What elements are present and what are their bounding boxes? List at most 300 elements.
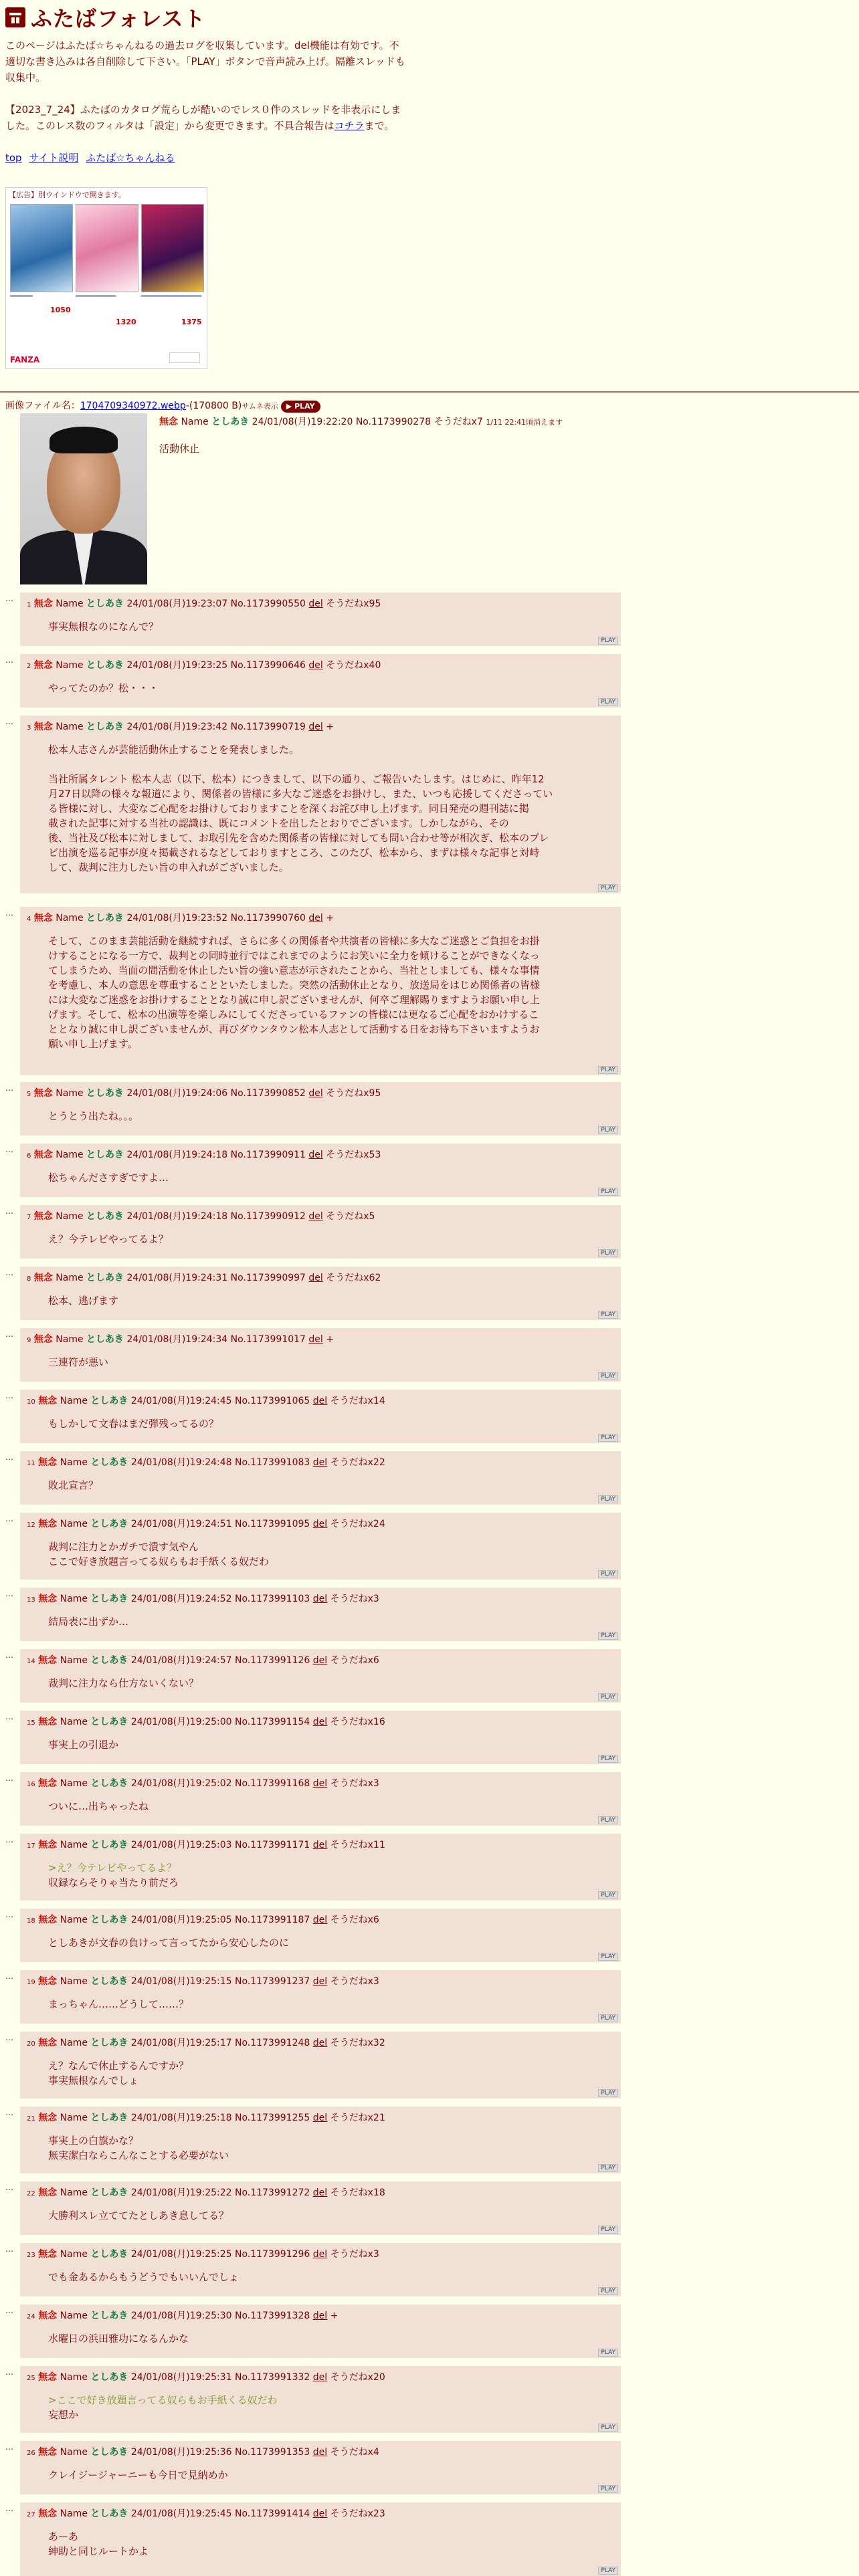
reply-dots: … — [5, 908, 13, 918]
reply-play-button[interactable]: PLAY — [598, 1891, 618, 1899]
reply-play-button[interactable]: PLAY — [598, 1570, 618, 1578]
reply-body — [48, 1109, 610, 1123]
reply-name: としあき — [90, 1655, 128, 1666]
reply-play-button[interactable]: PLAY — [598, 698, 618, 706]
ad-text-line — [10, 295, 33, 297]
reply-line: 三連符が悪い — [48, 1356, 109, 1368]
reply-datetime: 24/01/08(月)19:23:42 — [126, 722, 228, 732]
reply-post — [5, 1588, 618, 1641]
reply-play-button[interactable]: PLAY — [598, 1311, 618, 1319]
reply-soudane[interactable]: そうだねx20 — [330, 2372, 385, 2383]
reply-line: 当社所属タレント 松本人志（以下、松本）につきまして、以下の通り、ご報告いたします。はじめに、昨年12 — [48, 773, 545, 785]
reply-number: 25 — [27, 2375, 35, 2382]
reply-post-number: No.1173990550 — [230, 599, 306, 609]
reply-name-label: Name — [60, 2113, 88, 2123]
reply-soudane[interactable]: そうだねx3 — [330, 1976, 379, 1987]
reply-name: としあき — [86, 1273, 124, 1283]
reply-soudane[interactable]: そうだねx24 — [330, 1519, 385, 1529]
reply-subject: 無念 — [38, 1976, 58, 1987]
reply-box — [20, 1082, 621, 1136]
reply-post — [5, 1267, 618, 1320]
nav-top-link[interactable]: top — [5, 152, 22, 164]
reply-dots: … — [5, 1971, 13, 1981]
reply-soudane[interactable]: そうだねx11 — [330, 1840, 385, 1850]
reply-number: 7 — [27, 1214, 31, 1221]
reply-body — [48, 619, 610, 634]
ad-banner[interactable] — [5, 187, 207, 369]
reply-del-link[interactable]: del — [312, 2447, 328, 2458]
ad-cover-3[interactable] — [141, 204, 204, 292]
reply-datetime: 24/01/08(月)19:23:25 — [126, 660, 228, 671]
reply-subject: 無念 — [38, 1840, 58, 1850]
reply-subject: 無念 — [33, 1088, 53, 1099]
reply-number: 17 — [27, 1842, 35, 1850]
reply-post-number: No.1173991103 — [235, 1594, 310, 1604]
ad-price-1: 1050 — [50, 306, 71, 314]
intro-text: 機能は有効です。不適切な書き込みは各自削除して下さい。「PLAY」ボタンで音声読み上げ。隔離スレッドも収集中。 — [5, 39, 405, 84]
reply-name-label: Name — [56, 660, 84, 671]
report-link[interactable]: コチラ — [334, 120, 365, 132]
reply-line: には大変なご迷惑をお掛けすることとなり誠に申し訳ございませんが、何卒ご理解賜りますようお願い申し上 — [48, 994, 541, 1006]
thumb-hair — [50, 427, 118, 453]
reply-body — [48, 1170, 610, 1185]
reply-post-number: No.1173991095 — [235, 1519, 310, 1529]
reply-del-link[interactable]: del — [312, 2249, 328, 2260]
reply-soudane[interactable]: そうだねx53 — [326, 1150, 381, 1160]
reply-header — [27, 2309, 338, 2322]
reply-name-label: Name — [60, 1976, 88, 1987]
reply-soudane[interactable]: そうだねx6 — [330, 1655, 379, 1666]
reply-soudane[interactable]: そうだねx14 — [330, 1396, 385, 1406]
op-name: としあき — [211, 417, 250, 427]
reply-soudane[interactable]: そうだねx6 — [330, 1915, 379, 1925]
ad-price-2: 1320 — [116, 318, 136, 326]
reply-body — [48, 1478, 610, 1493]
reply-subject: 無念 — [38, 2187, 58, 2198]
reply-line: 月27日以降の様々な報道により、関係者の皆様に多大なご迷惑をお掛けし、また、いつも応援してくださってい — [48, 788, 553, 800]
reply-datetime: 24/01/08(月)19:24:18 — [126, 1211, 228, 1222]
ad-label: 【広告】別ウインドウで開きます。 — [9, 191, 126, 199]
reply-body — [48, 1799, 610, 1814]
reply-play-button[interactable]: PLAY — [598, 2014, 618, 2022]
reply-datetime: 24/01/08(月)19:25:18 — [130, 2113, 232, 2123]
reply-dots: … — [5, 1453, 13, 1462]
reply-name-label: Name — [60, 2249, 88, 2260]
reply-subject: 無念 — [33, 722, 53, 732]
reply-header — [27, 658, 381, 671]
site-header — [5, 3, 407, 166]
reply-play-button[interactable]: PLAY — [598, 1755, 618, 1763]
reply-line: え？なんで休止するんですか？ — [48, 2060, 189, 2072]
reply-name: としあき — [86, 599, 124, 609]
reply-body — [48, 1355, 610, 1370]
reply-play-button[interactable]: PLAY — [598, 1632, 618, 1640]
reply-del-link[interactable]: del — [308, 660, 323, 671]
reply-line: 裁判に注力なら仕方ないくない？ — [48, 1677, 199, 1689]
reply-header — [27, 1455, 385, 1469]
reply-name-label: Name — [60, 1778, 88, 1789]
site-title: ふたばフォレスト — [31, 6, 206, 31]
reply-del-link[interactable]: del — [308, 599, 323, 609]
reply-post — [5, 1082, 618, 1136]
reply-subject: 無念 — [38, 1457, 58, 1468]
reply-line: ここで好き放題言ってる奴らもお手紙くる奴だわ — [48, 1555, 270, 1568]
reply-name-label: Name — [56, 1150, 84, 1160]
reply-post-number: No.1173991168 — [235, 1778, 310, 1789]
op-number: No.1173990278 — [355, 417, 432, 427]
reply-del-link[interactable]: del — [312, 1976, 328, 1987]
reply-post — [5, 1328, 618, 1382]
nav-futaba-link[interactable]: ふたば☆ちゃんねる — [86, 152, 175, 164]
reply-del-link[interactable]: del — [308, 1334, 323, 1345]
reply-post-number: No.1173991296 — [235, 2249, 310, 2260]
reply-dots: … — [5, 2306, 13, 2315]
reply-play-button[interactable]: PLAY — [598, 1066, 618, 1074]
reply-play-button[interactable]: PLAY — [598, 1953, 618, 1961]
reply-dots: … — [5, 1910, 13, 1919]
reply-number: 23 — [27, 2252, 35, 2259]
reply-header — [27, 2185, 385, 2199]
reply-play-button[interactable]: PLAY — [598, 2349, 618, 2357]
reply-line: 事実上の引退か — [48, 1739, 119, 1751]
reply-datetime: 24/01/08(月)19:25:36 — [130, 2447, 232, 2458]
reply-line: 松ちゃんださすぎですよ… — [48, 1172, 169, 1184]
reply-soudane[interactable]: そうだねx95 — [326, 599, 381, 609]
reply-body — [48, 2058, 610, 2088]
reply-post-number: No.1173990911 — [230, 1150, 306, 1160]
reply-line: でも金あるからもうどうでもいいんでしょ — [48, 2271, 240, 2283]
reply-body — [48, 2133, 610, 2163]
reply-soudane[interactable]: そうだねx62 — [326, 1273, 381, 1283]
reply-play-button[interactable]: PLAY — [598, 1495, 618, 1503]
reply-del-link[interactable]: del — [312, 1457, 328, 1468]
reply-del-link[interactable]: del — [308, 913, 323, 924]
reply-dots: … — [5, 1774, 13, 1783]
reply-header — [27, 2111, 385, 2124]
reply-box — [20, 2441, 621, 2494]
reply-quote: >ここで好き放題言ってる奴らもお手紙くる奴だわ — [48, 2394, 278, 2406]
reply-name: としあき — [90, 1976, 128, 1987]
reply-del-link[interactable]: del — [312, 1655, 328, 1666]
reply-box — [20, 907, 621, 1075]
reply-header — [27, 2445, 379, 2458]
reply-datetime: 24/01/08(月)19:25:00 — [130, 1717, 232, 1727]
reply-soudane[interactable]: + — [326, 913, 334, 924]
reply-del-link[interactable]: del — [312, 2113, 328, 2123]
reply-soudane[interactable]: そうだねx95 — [326, 1088, 381, 1099]
reply-name: としあき — [86, 660, 124, 671]
reply-dots: … — [5, 1712, 13, 1721]
reply-box — [20, 2502, 621, 2576]
reply-dots: … — [5, 2442, 13, 2452]
reply-play-button[interactable]: PLAY — [598, 1249, 618, 1257]
reply-dots: … — [5, 1391, 13, 1400]
reply-play-button[interactable]: PLAY — [598, 2287, 618, 2295]
reply-name: としあき — [90, 2372, 128, 2383]
reply-post-number: No.1173990646 — [230, 660, 306, 671]
reply-play-button[interactable]: PLAY — [598, 1126, 618, 1134]
reply-datetime: 24/01/08(月)19:24:34 — [126, 1334, 228, 1345]
reply-body — [48, 2270, 610, 2284]
reply-del-link[interactable]: del — [312, 1519, 328, 1529]
op-file-link[interactable]: 1704709340972.webp — [80, 401, 186, 411]
reply-post — [5, 2366, 618, 2433]
reply-subject: 無念 — [38, 1594, 58, 1604]
reply-name-label: Name — [60, 2447, 88, 2458]
reply-quote: >え？今テレビやってるよ？ — [48, 1862, 177, 1874]
reply-name-label: Name — [60, 2187, 88, 2198]
reply-soudane[interactable]: + — [326, 1334, 334, 1345]
reply-line: けすることになる一方で、裁判との同時並行ではこれまでのようにお笑いに全力を傾けることができなくなっ — [48, 950, 540, 962]
reply-dots: … — [5, 2504, 13, 2513]
reply-name-label: Name — [56, 1273, 84, 1283]
reply-post — [5, 1513, 618, 1580]
reply-number: 2 — [27, 663, 31, 670]
op-datetime: 24/01/08(月)19:22:20 — [252, 417, 353, 427]
reply-body — [48, 742, 610, 875]
reply-dots: … — [5, 1268, 13, 1277]
reply-box — [20, 2366, 621, 2433]
nav-links — [5, 150, 407, 166]
reply-body — [48, 1860, 610, 1890]
reply-post — [5, 2243, 618, 2296]
reply-del-link[interactable]: del — [308, 1150, 323, 1160]
reply-line: 事実無根なんでしょ — [48, 2074, 139, 2086]
reply-soudane[interactable]: そうだねx3 — [330, 1778, 379, 1789]
reply-play-button[interactable]: PLAY — [598, 2485, 618, 2493]
reply-name: としあき — [86, 722, 124, 732]
reply-soudane[interactable]: そうだねx32 — [330, 2038, 385, 2048]
reply-datetime: 24/01/08(月)19:25:03 — [130, 1840, 232, 1850]
reply-subject: 無念 — [38, 2038, 58, 2048]
reply-play-button[interactable]: PLAY — [598, 1816, 618, 1824]
reply-number: 5 — [27, 1091, 31, 1098]
op-play-label: PLAY — [294, 402, 315, 411]
reply-body — [48, 1416, 610, 1431]
reply-soudane[interactable]: そうだねx21 — [330, 2113, 385, 2123]
reply-subject: 無念 — [38, 2372, 58, 2383]
nav-about-link[interactable]: サイト説明 — [29, 152, 79, 164]
reply-name-label: Name — [60, 1457, 88, 1468]
reply-post-number: No.1173990997 — [230, 1273, 306, 1283]
reply-name: としあき — [90, 1457, 128, 1468]
reply-post-number: No.1173991171 — [235, 1840, 310, 1850]
reply-name-label: Name — [60, 1717, 88, 1727]
reply-play-button[interactable]: PLAY — [598, 2226, 618, 2234]
reply-del-link[interactable]: del — [312, 1594, 328, 1604]
reply-post-number: No.1173990719 — [230, 722, 306, 732]
divider — [0, 391, 859, 393]
reply-box — [20, 1267, 621, 1320]
reply-play-button[interactable]: PLAY — [598, 1693, 618, 1701]
reply-del-link[interactable]: del — [308, 1273, 323, 1283]
reply-soudane[interactable]: そうだねx22 — [330, 1457, 385, 1468]
reply-name-label: Name — [60, 2372, 88, 2383]
reply-del-link[interactable]: del — [312, 1840, 328, 1850]
reply-soudane[interactable]: そうだねx3 — [330, 2249, 379, 2260]
reply-subject: 無念 — [38, 1717, 58, 1727]
reply-line — [48, 757, 610, 772]
reply-del-link[interactable]: del — [312, 1717, 328, 1727]
reply-soudane[interactable]: そうだねx40 — [326, 660, 381, 671]
reply-del-link[interactable]: del — [312, 1396, 328, 1406]
reply-post — [5, 1711, 618, 1764]
reply-datetime: 24/01/08(月)19:25:05 — [130, 1915, 232, 1925]
reply-post — [5, 2304, 618, 2358]
reply-play-button[interactable]: PLAY — [598, 2089, 618, 2097]
reply-name-label: Name — [60, 1655, 88, 1666]
reply-line: 大勝利スレ立ててたとしあき息してる？ — [48, 2210, 229, 2222]
reply-body — [48, 1232, 610, 1247]
reply-play-button[interactable]: PLAY — [598, 2164, 618, 2172]
reply-line: とうとう出たね。。。 — [48, 1110, 139, 1122]
reply-play-button[interactable]: PLAY — [598, 2424, 618, 2432]
reply-number: 6 — [27, 1152, 31, 1160]
reply-post — [5, 1390, 618, 1443]
reply-box — [20, 593, 621, 646]
reply-post-number: No.1173991255 — [235, 2113, 310, 2123]
ad-cover-1[interactable] — [10, 204, 73, 292]
reply-line: 収録ならそりゃ当たり前だろ — [48, 1876, 179, 1889]
reply-box — [20, 1970, 621, 2024]
reply-dots: … — [5, 2033, 13, 2042]
reply-name: としあき — [90, 1915, 128, 1925]
reply-del-link[interactable]: del — [312, 1778, 328, 1789]
reply-subject: 無念 — [33, 660, 53, 671]
reply-soudane[interactable]: そうだねx4 — [330, 2447, 379, 2458]
reply-post — [5, 1772, 618, 1826]
reply-name: としあき — [90, 1778, 128, 1789]
reply-subject: 無念 — [38, 2249, 58, 2260]
reply-box — [20, 2107, 621, 2173]
reply-name: としあき — [90, 2187, 128, 2198]
reply-subject: 無念 — [33, 1150, 53, 1160]
reply-body — [48, 1997, 610, 2012]
reply-dots: … — [5, 1589, 13, 1598]
reply-line: あーあ — [48, 2531, 79, 2543]
reply-name-label: Name — [60, 2038, 88, 2048]
reply-dots: … — [5, 717, 13, 726]
reply-del-link[interactable]: del — [312, 2038, 328, 2048]
reply-box — [20, 1144, 621, 1197]
reply-del-link[interactable]: del — [312, 2311, 328, 2321]
reply-line: やってたのか？松・・・ — [48, 682, 159, 694]
reply-number: 24 — [27, 2313, 35, 2321]
intro-del-word: del — [294, 39, 310, 51]
reply-box — [20, 1909, 621, 1962]
ad-brand: FANZA — [10, 355, 40, 364]
intro-notice-end: まで。 — [364, 120, 395, 132]
reply-soudane[interactable]: そうだねx5 — [326, 1211, 375, 1222]
reply-post-number: No.1173991154 — [235, 1717, 310, 1727]
reply-del-link[interactable]: del — [312, 2372, 328, 2383]
reply-post — [5, 593, 618, 646]
reply-soudane[interactable]: そうだねx23 — [330, 2508, 385, 2519]
reply-post-number: No.1173991237 — [235, 1976, 310, 1987]
op-play-button[interactable]: ▶ PLAY — [281, 401, 320, 413]
reply-header — [27, 2247, 379, 2260]
intro-notice: 【2023_7_24】ふたばのカタログ荒らしが酷いのでレス０件のスレッドを非表示にしました。このレス数のフィルタは「設定」から変更できます。不具合報告は — [5, 104, 401, 132]
reply-play-button[interactable]: PLAY — [598, 2567, 618, 2575]
reply-box — [20, 716, 621, 893]
reply-post-number: No.1173991328 — [235, 2311, 310, 2321]
reply-soudane[interactable]: そうだねx16 — [330, 1717, 385, 1727]
ad-cover-2[interactable] — [76, 204, 138, 292]
reply-line: 松本人志さんが芸能活動休止することを発表しました。 — [48, 744, 300, 756]
reply-name-label: Name — [60, 1915, 88, 1925]
reply-body — [48, 1293, 610, 1308]
reply-name: としあき — [86, 1150, 124, 1160]
reply-box — [20, 1588, 621, 1641]
reply-dots: … — [5, 1145, 13, 1154]
reply-header — [27, 2036, 385, 2049]
reply-del-link[interactable]: del — [308, 1088, 323, 1099]
reply-soudane[interactable]: + — [326, 722, 334, 732]
op-body: 活動休止 — [159, 443, 200, 455]
reply-number: 27 — [27, 2511, 35, 2518]
reply-post — [5, 2441, 618, 2494]
reply-dots: … — [5, 1835, 13, 1844]
reply-post — [5, 2107, 618, 2173]
reply-datetime: 24/01/08(月)19:24:06 — [126, 1088, 228, 1099]
reply-header — [27, 2370, 385, 2383]
reply-number: 13 — [27, 1596, 35, 1604]
reply-header — [27, 911, 334, 924]
reply-post — [5, 1205, 618, 1259]
reply-datetime: 24/01/08(月)19:24:45 — [130, 1396, 232, 1406]
reply-datetime: 24/01/08(月)19:24:51 — [130, 1519, 232, 1529]
op-thumbnail[interactable] — [20, 413, 147, 584]
reply-play-button[interactable]: PLAY — [598, 884, 618, 892]
reply-del-link[interactable]: del — [312, 2187, 328, 2198]
reply-datetime: 24/01/08(月)19:24:57 — [130, 1655, 232, 1666]
reply-soudane[interactable]: そうだねx3 — [330, 1594, 379, 1604]
reply-header — [27, 1776, 379, 1790]
reply-number: 9 — [27, 1337, 31, 1344]
reply-play-button[interactable]: PLAY — [598, 637, 618, 645]
reply-body — [48, 1614, 610, 1629]
reply-subject: 無念 — [38, 2447, 58, 2458]
reply-play-button[interactable]: PLAY — [598, 1188, 618, 1196]
reply-name-label: Name — [60, 1840, 88, 1850]
reply-number: 20 — [27, 2040, 35, 2048]
reply-del-link[interactable]: del — [308, 722, 323, 732]
reply-play-button[interactable]: PLAY — [598, 1434, 618, 1442]
reply-name: としあき — [90, 2508, 128, 2519]
reply-del-link[interactable]: del — [312, 1915, 328, 1925]
reply-box — [20, 2032, 621, 2099]
reply-box — [20, 1834, 621, 1901]
reply-post-number: No.1173991248 — [235, 2038, 310, 2048]
reply-del-link[interactable]: del — [308, 1211, 323, 1222]
reply-datetime: 24/01/08(月)19:24:18 — [126, 1150, 228, 1160]
reply-post-number: No.1173991017 — [230, 1334, 306, 1345]
reply-dots: … — [5, 655, 13, 665]
reply-soudane[interactable]: + — [330, 2311, 339, 2321]
file-label: 画像ファイル名： — [5, 401, 80, 411]
reply-line: 載された記事に対する当社の認識は、既にコメントを出したとおりでございます。しかしながら、その — [48, 817, 509, 829]
ad-pager[interactable] — [169, 352, 200, 363]
reply-post-number: No.1173991083 — [235, 1457, 310, 1468]
op-soudane[interactable]: そうだねx7 — [434, 417, 483, 427]
reply-play-button[interactable]: PLAY — [598, 1372, 618, 1380]
reply-post — [5, 2181, 618, 2235]
reply-line: る皆様に対し、大変なご心配をお掛けしておりますことを深くお詫び申し上げます。同日発売の週刊誌に掲 — [48, 802, 529, 815]
reply-post — [5, 1451, 618, 1505]
reply-soudane[interactable]: そうだねx18 — [330, 2187, 385, 2198]
reply-number: 14 — [27, 1658, 35, 1665]
reply-del-link[interactable]: del — [312, 2508, 328, 2519]
